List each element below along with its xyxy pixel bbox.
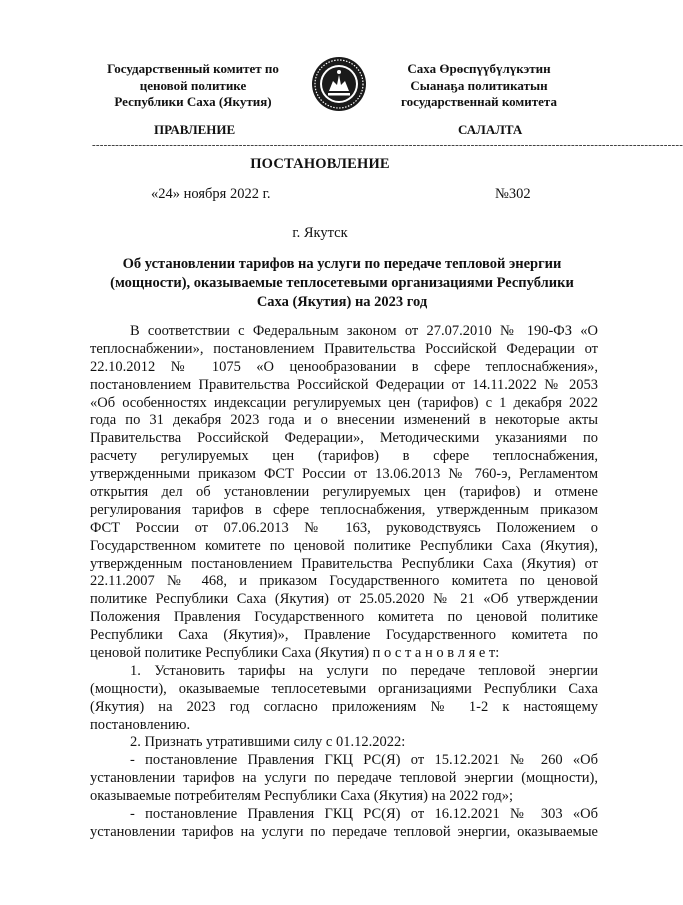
body-line: Государственном комитете по ценовой политике Республики Саха (Якутия), <box>90 537 598 554</box>
body-line: года по 31 декабря 2023 года и о внесении изменений в некоторые акты <box>90 412 598 429</box>
body-line: 1. Установить тарифы на услуги по передаче тепловой энергии <box>130 662 598 679</box>
body-line: утвержденным постановлением Правительства Республики Саха (Якутия) от <box>90 555 598 572</box>
document-title: ПОСТАНОВЛЕНИЕ <box>250 156 390 172</box>
subject-line: Об установлении тарифов на услуги по передаче тепловой энергии <box>122 256 562 272</box>
body-line: утвержденными приказом ФСТ России от 13.06.2013 № 760-э, Регламентом <box>90 466 598 483</box>
body-line: открытия дел об установлении регулируемых цен (тарифов) и отмене <box>90 484 598 501</box>
board-label-russian: ПРАВЛЕНИЕ <box>154 122 236 137</box>
body-line: постановлению. <box>90 716 191 733</box>
issuer-line: Сыанаҕа политикатын <box>410 77 548 93</box>
subject-line: Саха (Якутия) на 2023 год <box>256 294 428 310</box>
body-line: В соответствии с Федеральным законом от 27.07.2010 № 190-ФЗ «О <box>130 323 598 339</box>
issuer-line: Саха Өрөспүүбүлүкэтин <box>407 61 551 76</box>
body-line: Положения Правления Государственного комитета по ценовой политике <box>90 609 598 626</box>
body-line: установлении тарифов на услуги по передаче тепловой энергии (мощности), <box>90 770 598 787</box>
body-line: 2. Признать утратившими силу с 01.12.2022: <box>130 734 406 751</box>
body-line: регулирования тарифов в сфере теплоснабжения, утвержденным приказом <box>90 501 598 518</box>
subject-line: (мощности), оказываемые теплосетевыми организациями Республики <box>110 275 574 291</box>
body-line: ценовой политике Республики Саха (Якутия) п о с т а н о в л я е т: <box>90 645 500 662</box>
body-line: расчету регулируемых цен (тарифов) в сфере теплоснабжения, <box>90 448 598 465</box>
body-line: (Якутия) на 2023 год согласно приложениям № 1-2 к настоящему <box>90 698 598 715</box>
body-line: 22.10.2012 № 1075 «О ценообразовании в сфере теплоснабжения», <box>90 358 598 375</box>
document-date: «24» ноября 2022 г. <box>151 186 271 202</box>
body-line: 22.11.2007 № 468, и приказом Государственного комитета по ценовой <box>90 573 598 590</box>
body-line: теплоснабжении», постановлением Правительства Российской Федерации от <box>90 340 598 357</box>
document-number: №302 <box>495 186 531 202</box>
body-line: постановлением Правительства Российской Федерации от 14.11.2022 № 2053 <box>90 376 598 393</box>
body-line: оказываемые потребителям Республики Саха (Якутия) на 2022 год»; <box>90 788 514 805</box>
document-city: г. Якутск <box>292 225 348 241</box>
issuer-line: Государственный комитет по <box>107 61 279 76</box>
body-line: (мощности), оказываемые теплосетевыми организациями Республики Саха <box>90 680 598 697</box>
document-body <box>90 323 598 842</box>
issuer-line: ценовой политике <box>139 77 247 93</box>
body-line: «Об особенностях индексации регулируемых цен (тарифов) с 1 декабря 2022 <box>90 394 598 411</box>
body-line: ФСТ России от 07.06.2013 № 163, руководствуясь Положением о <box>90 519 598 536</box>
issuer-name-russian <box>88 61 298 111</box>
coat-of-arms-emblem <box>311 55 367 113</box>
body-line: - постановление Правления ГКЦ РС(Я) от 16.12.2021 № 303 «Об <box>130 806 598 823</box>
body-line: Республики Саха (Якутия)», Правление Государственного комитета по <box>90 627 598 644</box>
body-line: Правительства Российской Федерации», Методическими указаниями по <box>90 430 598 447</box>
document-subject <box>104 255 580 312</box>
body-line: - постановление Правления ГКЦ РС(Я) от 15.12.2021 № 260 «Об <box>130 752 598 769</box>
issuer-line: Республики Саха (Якутия) <box>114 94 272 109</box>
issuer-name-yakut <box>374 61 584 111</box>
body-line: политике Республики Саха (Якутия) от 25.05.2020 № 21 «Об утверждении <box>90 591 598 608</box>
issuer-line: государственнай комитета <box>401 94 557 109</box>
header-divider: --------------------------------------------------------------------------------------------------------------------------------------------------------- <box>92 139 683 151</box>
body-line: установлении тарифов на услуги по передаче тепловой энергии, оказываемые <box>90 823 598 840</box>
board-label-yakut: САЛАЛТА <box>458 122 523 137</box>
